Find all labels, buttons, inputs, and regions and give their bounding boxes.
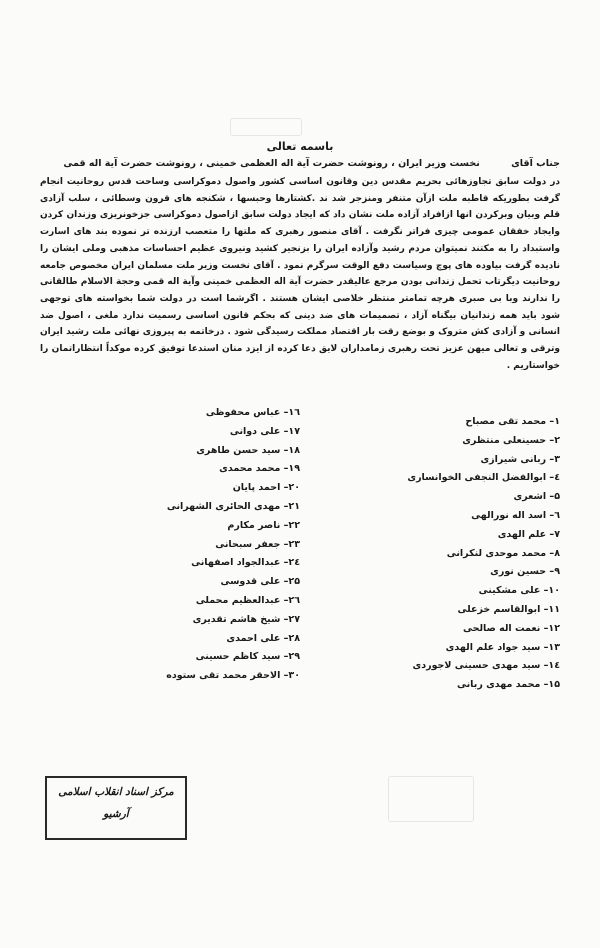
stamp-archive: آرشیو xyxy=(103,808,129,820)
signatory-item: ۱۰– علی مشکینی xyxy=(478,585,560,597)
stamp-institution: مرکز اسناد انقلاب اسلامی xyxy=(58,786,174,798)
signatory-item: ۲۰– احمد پایان xyxy=(232,482,300,494)
signatory-item: ۲٦– عبدالعظیم محملی xyxy=(195,594,300,606)
signatories-list-right xyxy=(360,413,560,695)
faint-stamp-mark xyxy=(388,776,474,822)
letter-body: در دولت سابق تجاوزهائی بحریم مقدس دین وقانون اساسی کشور واصول دموکراسی وساحت قدس روحانیت انجام گرفت بطوریکه قاطبه ملت ازآن متنفر ومنزجر شد ند .کشتارها وحبسها ، شکنجه های قرون وسطائی ، سلب آزادی قلم وبیان وبرکردن انها ازافراد آزاده ملت نشان داد که ایجاد دولت سابق ازاصول دموکراسی جزخونریزی وزندان کردن وایجاد خفقان عمومی چیزی فراتر نگرفت . آقای منصور رهبری که ملتها را متعصب ارزنده تر نموده بند های اسارت واستبداد را به مکتند نمیتوان مردم رشید وآزاده ایران را بزنجیر کشید ونیروی عظیم احساسات مذهبی وملی ایشان را نادیده گرفت بیاوده های پوچ وسیاست دفع الوقت سرگرم نمود . آقای نخست وزیر ملت مسلمان ایران مخصوص جامعه روحانیت دیگرتاب تحمل زندانی بودن مرجع عالیقدر حضرت آیة اله العظمی خمینی وآیة اله قمی وحجة الاسلام طالقانی را ندارند وبا بی صبری هرچه تمامتر منتظر خلاصی ایشان هستند . اگرشما است در دولت شما بخواسته های توجهی شود باید همه زندانیان بیگناه آزاد ، تصمیمات های ضد دینی که بحکم قانون اساسی رسمیت ندارد ملغی ، اصول ضد انسانی و آزادی کش متروک و بوضع رقت بار اقتصاد مملکت رسیدگی شود . درخاتمه به پیروزی نهائی ملت رشید ایران وترقی و تعالی میهن عزیز تحت رهبری زمامداران لایق دعا کرده از ایزد منان استدعا توفیق کرده موکداً انتظاراتمان را خواستاریم . xyxy=(40,177,560,371)
signatory-item: ۲۱– مهدی الحائری الشهرانی xyxy=(166,500,300,512)
signatory-item: ۱۷– علی دوانی xyxy=(229,425,300,437)
signatory-item: ۱۸– سید حسن طاهری xyxy=(196,444,300,456)
signatory-item: ۲۵– علی قدوسی xyxy=(220,576,300,588)
signatory-item: ۹– حسین نوری xyxy=(490,566,560,578)
signatory-item: ۱۹– محمد محمدی xyxy=(219,463,300,475)
signatory-item: ۲۹– سید کاظم حسینی xyxy=(195,651,300,663)
signatory-item: ۱۲– نعمت اله صالحی xyxy=(463,622,560,634)
signatory-item: ٤– ابوالفضل النجفی الخوانساری xyxy=(407,472,560,484)
addressee-recipients: نخست وزیر ایران ، رونوشت حضرت آیة اله العظمی خمینی ، رونوشت حضرت آیة اله قمی xyxy=(63,158,480,169)
signatory-item: ۲۲– ناصر مکارم xyxy=(227,519,300,531)
signatory-item: ۲۷– شیخ هاشم تقدیری xyxy=(192,613,300,625)
signatory-item: ۳۰– الاحقر محمد تقی ستوده xyxy=(166,670,300,682)
signatory-item: ۲۸– علی احمدی xyxy=(226,632,300,644)
signatory-item: ۱٤– سید مهدی حسینی لاجوردی xyxy=(412,660,560,672)
signatory-item: ۳– ربانی شیرازی xyxy=(480,453,560,465)
addressee-line xyxy=(40,158,560,169)
signatory-item: ۵– اشعری xyxy=(513,491,560,503)
addressee-salutation: جناب آقای xyxy=(511,158,560,169)
signatory-item: ۲۳– جعفر سبحانی xyxy=(215,538,300,550)
signatory-item: ۱۱– ابوالقاسم خزعلی xyxy=(457,603,560,615)
signatory-item: ۷– علم الهدی xyxy=(497,528,560,540)
archive-stamp xyxy=(45,776,187,840)
document-heading: باسمه تعالی xyxy=(266,140,334,153)
signatory-item: ۲٤– عبدالجواد اصفهانی xyxy=(191,557,300,569)
signatory-item: ۱۳– سید جواد علم الهدی xyxy=(445,641,560,653)
signatory-item: ۱٦– عباس محفوظی xyxy=(205,407,300,418)
signatory-item: ٦– اسد اله نورالهی xyxy=(471,509,560,521)
faint-stamp-mark xyxy=(230,118,302,136)
signatory-item: ۱۵– محمد مهدی ربانی xyxy=(457,679,560,691)
signatory-item: ۲– حسینعلی منتظری xyxy=(462,434,560,446)
signatory-item: ۸– محمد موحدی لنکرانی xyxy=(446,547,560,559)
signatories-list-left xyxy=(130,404,300,686)
signatory-item: ۱– محمد تقی مصباح xyxy=(465,416,560,427)
